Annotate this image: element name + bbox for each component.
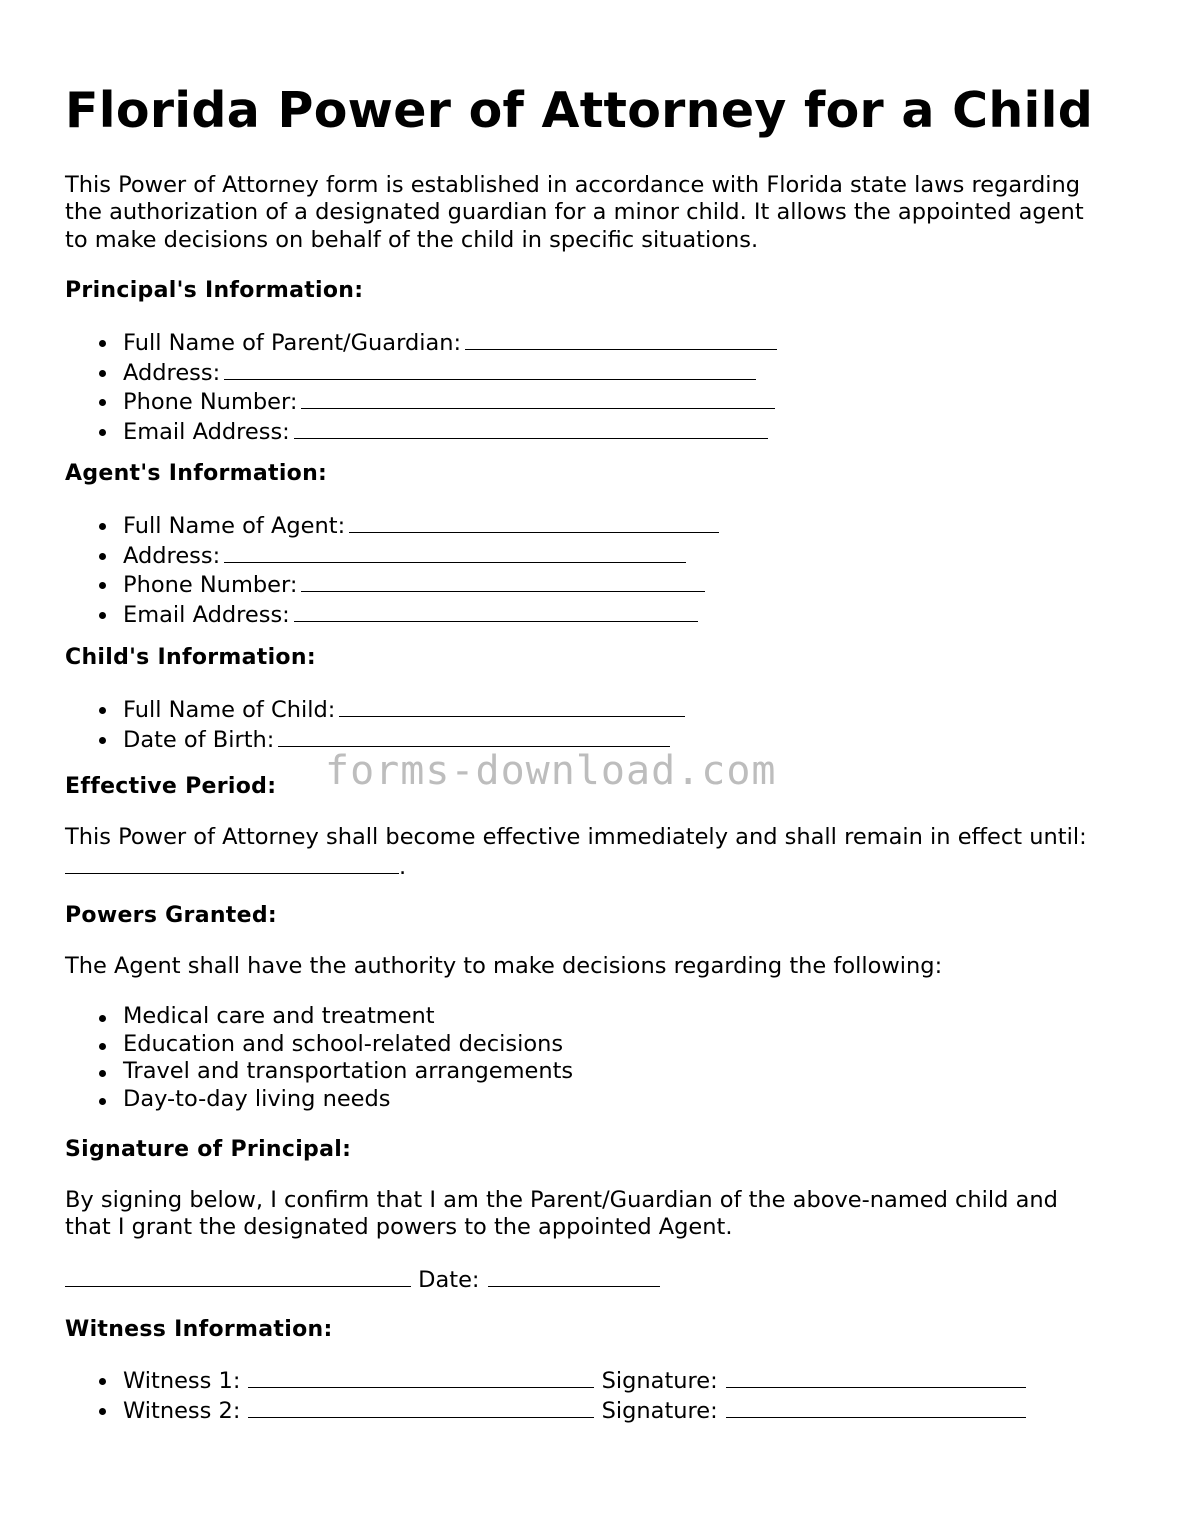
child-dob-line[interactable] [278,725,670,747]
list-item [65,695,685,725]
field-label: Phone Number: [123,389,298,415]
effective-heading: Effective Period: [65,774,277,799]
parent-phone-line[interactable] [301,387,775,409]
list-item [65,358,777,388]
principal-signature-line[interactable] [65,1265,411,1287]
principal-heading: Principal's Information: [65,278,364,303]
list-item: Travel and transportation arrangements [65,1058,573,1086]
child-name-line[interactable] [339,695,685,717]
witness-signature-label: Signature: [601,1368,718,1394]
witness-signature-label: Signature: [601,1397,718,1424]
witness-2-name-line[interactable] [248,1396,594,1418]
signature-text-1: By signing below, I confirm that I am the Parent/Guardian of the above-named child and [65,1187,1058,1213]
intro-line-3: to make decisions on behalf of the child in specific situations. [65,227,759,253]
field-label: Full Name of Agent: [123,513,346,539]
parent-address-line[interactable] [224,358,756,380]
witness-list [65,1366,1026,1425]
list-item [65,387,777,417]
agent-name-line[interactable] [349,511,719,533]
parent-name-line[interactable] [465,328,777,350]
effective-text: This Power of Attorney shall become effective immediately and shall remain in effect until: [65,824,1087,850]
signature-row [65,1265,660,1295]
parent-email-line[interactable] [294,417,768,439]
list-item [65,1366,1026,1396]
child-heading: Child's Information: [65,645,316,670]
field-label: Phone Number: [123,572,298,598]
powers-text: The Agent shall have the authority to make decisions regarding the following: [65,953,943,979]
field-label: Email Address: [123,601,290,628]
principal-fields [65,328,777,446]
effective-end-row [65,852,406,882]
field-label: Address: [123,542,221,569]
field-label: Full Name of Parent/Guardian: [123,330,462,356]
date-label: Date: [418,1267,480,1293]
witness-label: Witness 1: [123,1368,241,1394]
witness-1-signature-line[interactable] [726,1366,1026,1388]
effective-end: . [399,854,407,880]
list-item: Medical care and treatment [65,1003,573,1031]
watermark: forms-download.com [325,748,777,794]
field-label: Email Address: [123,418,290,445]
list-item [65,541,719,571]
child-fields [65,695,685,754]
witness-heading: Witness Information: [65,1317,333,1342]
witness-1-name-line[interactable] [248,1366,594,1388]
field-label: Date of Birth: [123,726,275,753]
powers-heading: Powers Granted: [65,903,277,928]
intro-line-1: This Power of Attorney form is established in accordance with Florida state laws regarding [65,172,1081,198]
list-item [65,417,777,447]
list-item: Education and school-related decisions [65,1031,573,1059]
list-item [65,328,777,358]
field-label: Full Name of Child: [123,697,336,723]
page-title: Florida Power of Attorney for a Child [65,82,1094,139]
list-item [65,570,719,600]
signature-date-line[interactable] [488,1265,660,1287]
list-item [65,1396,1026,1426]
witness-label: Witness 2: [123,1397,241,1424]
powers-list [65,1003,573,1113]
agent-fields [65,511,719,629]
field-label: Address: [123,359,221,386]
list-item [65,600,719,630]
intro-line-2: the authorization of a designated guardian for a minor child. It allows the appointed agent [65,199,1084,225]
signature-heading: Signature of Principal: [65,1137,352,1162]
agent-heading: Agent's Information: [65,461,328,486]
list-item [65,511,719,541]
effective-until-line[interactable] [65,852,399,874]
agent-phone-line[interactable] [301,570,705,592]
list-item: Day-to-day living needs [65,1086,573,1114]
signature-text-2: that I grant the designated powers to the appointed Agent. [65,1214,733,1240]
agent-email-line[interactable] [294,600,698,622]
agent-address-line[interactable] [224,541,686,563]
witness-2-signature-line[interactable] [726,1396,1026,1418]
